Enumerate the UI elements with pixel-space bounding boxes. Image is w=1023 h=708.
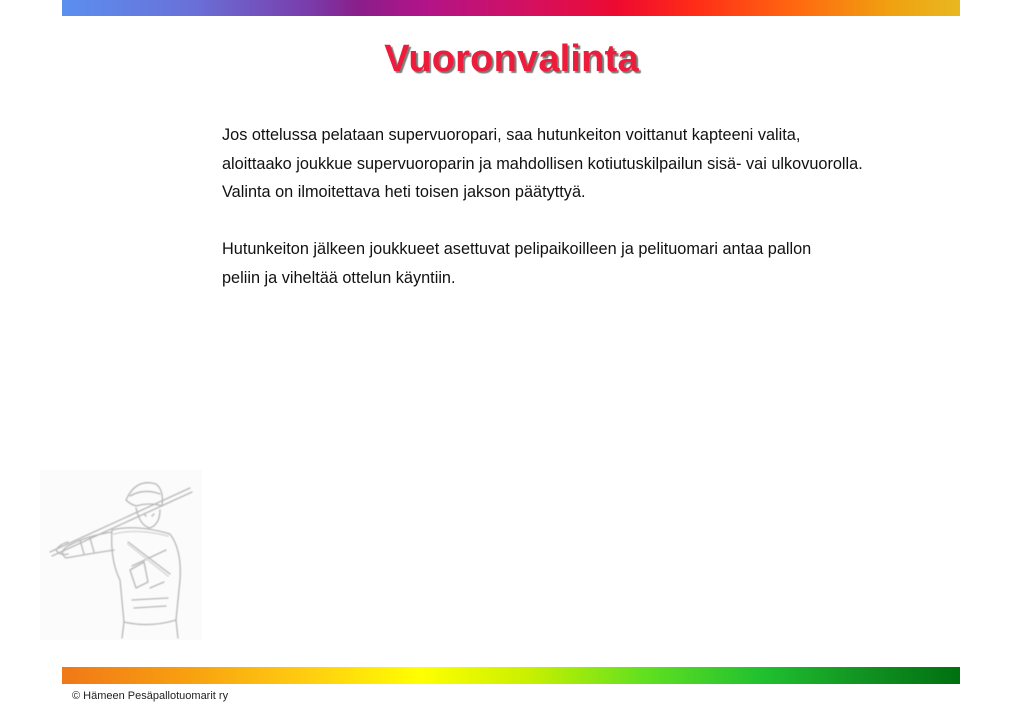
paragraph-line: Valinta on ilmoitettava heti toisen jakson päätyttyä. bbox=[222, 183, 586, 202]
bottom-color-band bbox=[62, 667, 960, 684]
paragraph-line: aloittaako joukkue supervuoroparin ja mahdollisen kotiutuskilpailun sisä- vai ulkovuorolla. bbox=[222, 154, 863, 173]
paragraph-line: Jos ottelussa pelataan supervuoropari, saa hutunkeiton voittanut kapteeni valita, bbox=[222, 126, 801, 144]
paragraph-line: peliin ja viheltää ottelun käyntiin. bbox=[222, 268, 456, 287]
baseball-player-icon bbox=[40, 470, 202, 640]
paragraph-2 bbox=[222, 235, 982, 292]
paragraph-1 bbox=[222, 121, 982, 207]
slide-body bbox=[222, 121, 982, 321]
slide-title: Vuoronvalinta bbox=[384, 38, 639, 80]
copyright-footer: © Hämeen Pesäpallotuomarit ry bbox=[72, 690, 229, 702]
paragraph-line: Hutunkeiton jälkeen joukkueet asettuvat pelipaikoilleen ja pelituomari antaa pallon bbox=[222, 240, 812, 259]
top-color-band bbox=[62, 0, 960, 16]
